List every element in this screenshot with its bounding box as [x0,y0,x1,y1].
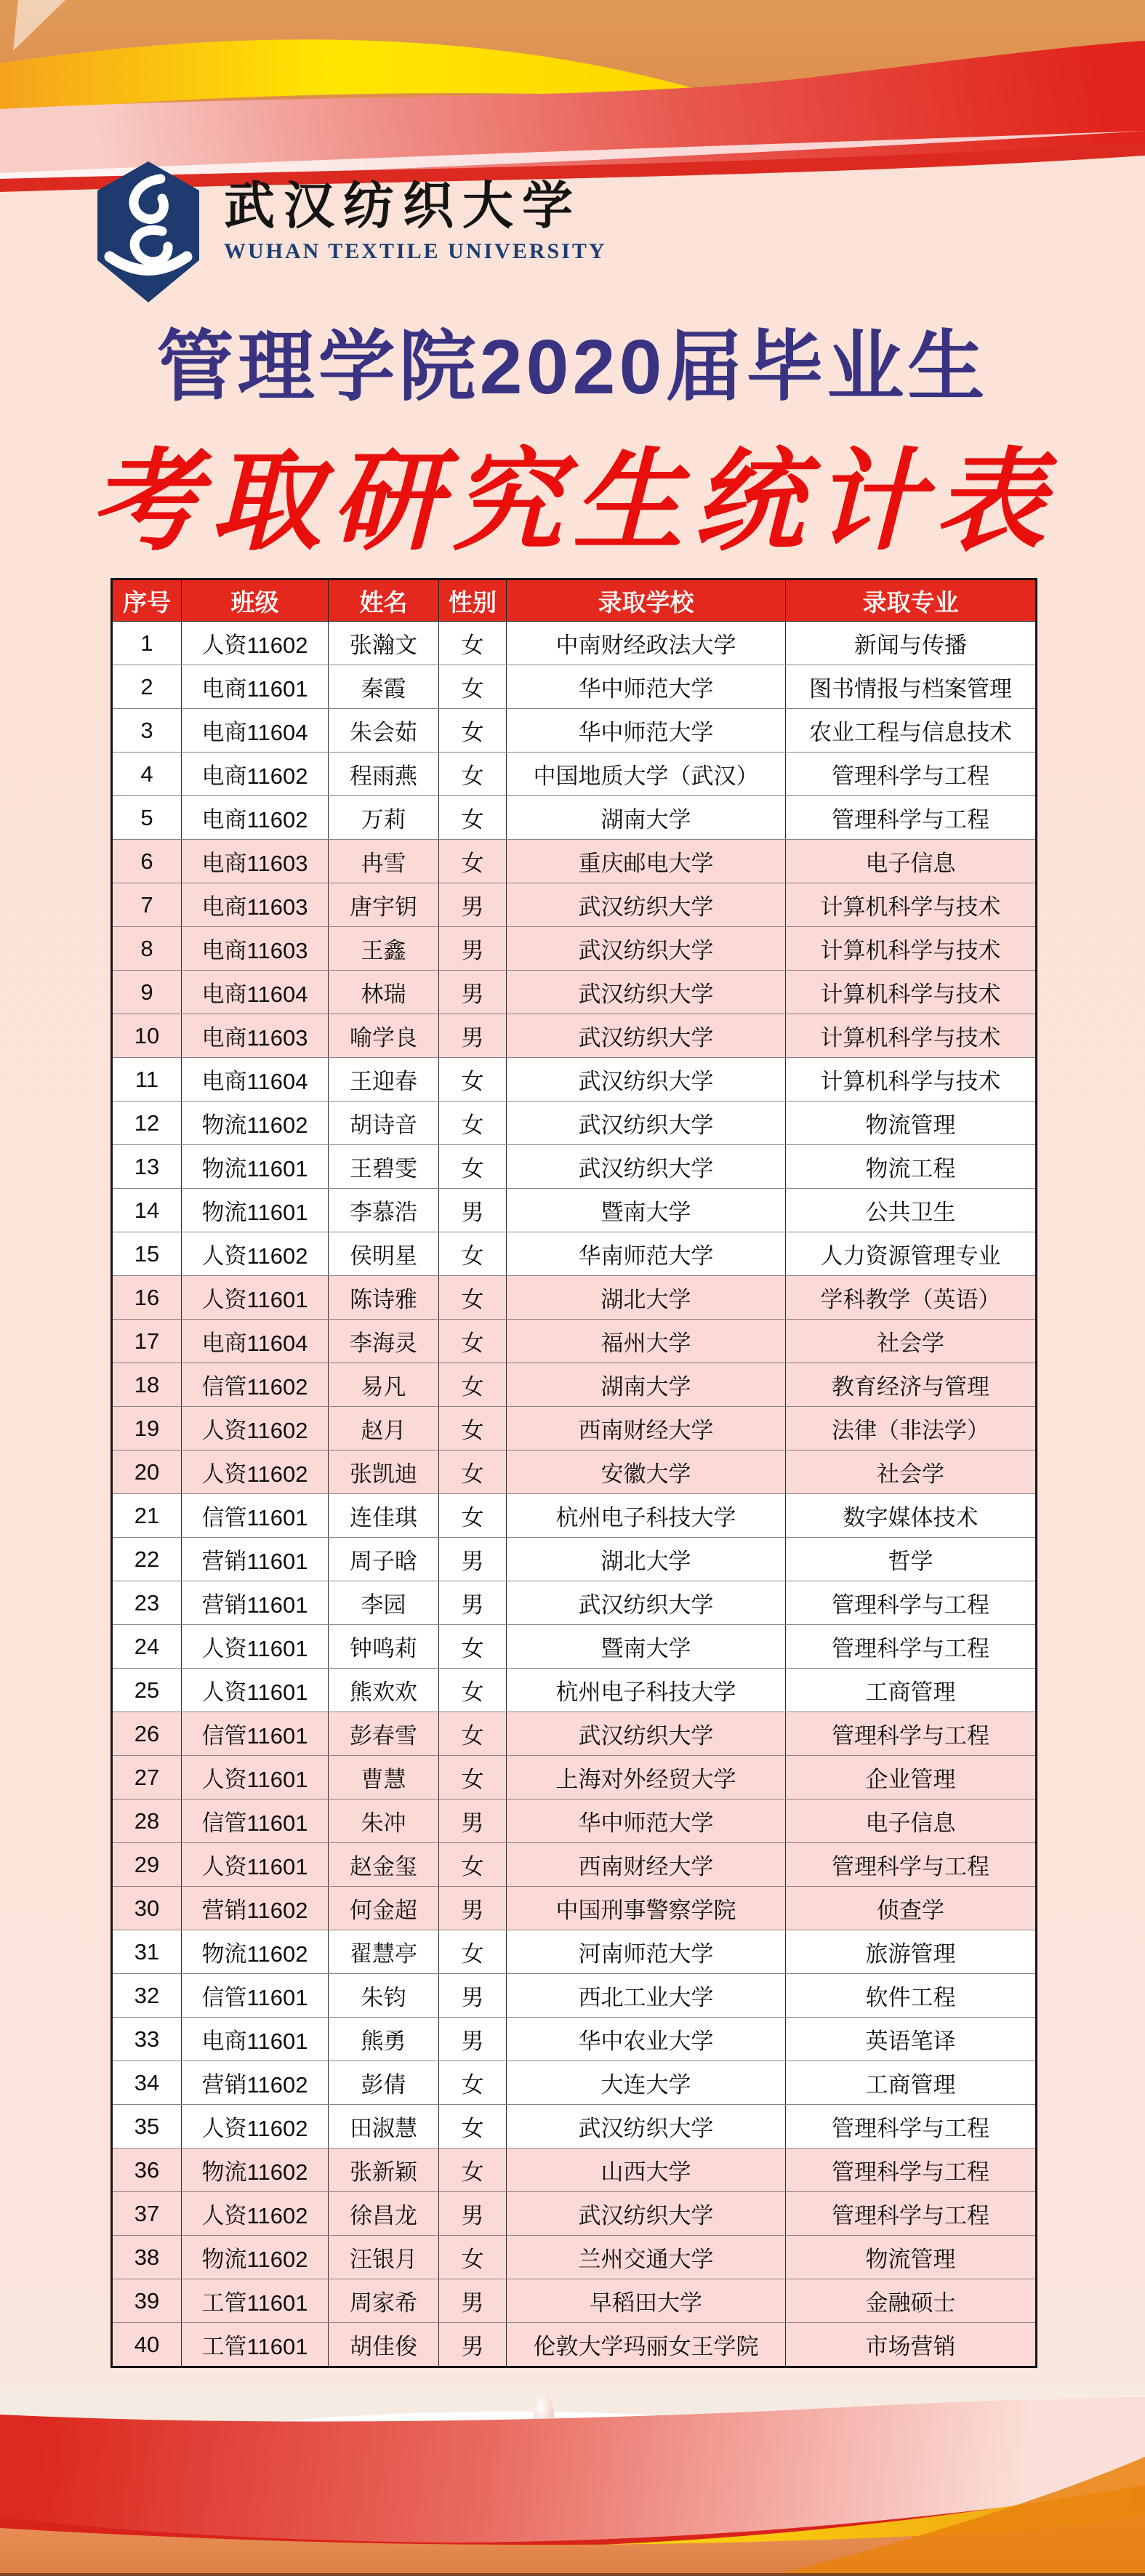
bottom-decoration [0,2386,1145,2576]
table-cell: 中国刑事警察学院 [507,1887,786,1930]
table-cell: 电商11604 [182,971,329,1014]
table-cell: 数字媒体技术 [786,1494,1037,1538]
table-cell: 男 [439,1538,507,1581]
table-cell: 25 [112,1669,182,1712]
table-cell: 1 [112,622,182,665]
table-cell: 女 [439,1625,507,1669]
table-row [112,1625,1037,1669]
table-cell: 女 [439,2105,507,2148]
table-cell: 男 [439,1014,507,1058]
table-cell: 福州大学 [507,1320,786,1363]
table-cell: 人资11602 [182,622,329,665]
table-cell: 35 [112,2105,182,2148]
table-cell: 安徽大学 [507,1450,786,1494]
table-cell: 计算机科学与技术 [786,1058,1037,1102]
table-cell: 14 [112,1189,182,1232]
column-header: 姓名 [329,579,439,622]
table-cell: 万莉 [329,796,439,840]
table-row [112,1058,1037,1102]
table-cell: 女 [439,753,507,796]
table-cell: 女 [439,2236,507,2279]
table-cell: 电商11604 [182,709,329,753]
table-cell: 图书情报与档案管理 [786,665,1037,709]
table-cell: 营销11601 [182,1581,329,1625]
table-cell: 翟慧亭 [329,1930,439,1974]
table-cell: 胡佳俊 [329,2323,439,2367]
table-cell: 物流管理 [786,1102,1037,1145]
table-cell: 21 [112,1494,182,1538]
table-cell: 冉雪 [329,840,439,883]
table-cell: 男 [439,2192,507,2236]
table-cell: 湖北大学 [507,1538,786,1581]
table-cell: 男 [439,1887,507,1930]
table-cell: 旅游管理 [786,1930,1037,1974]
table-cell: 男 [439,1581,507,1625]
table-cell: 湖北大学 [507,1276,786,1320]
table-cell: 秦霞 [329,665,439,709]
table-cell: 山西大学 [507,2148,786,2192]
table-row [112,2236,1037,2279]
table-cell: 2 [112,665,182,709]
table-cell: 胡诗音 [329,1102,439,1145]
table-cell: 营销11601 [182,1538,329,1581]
table-cell: 武汉纺织大学 [507,1058,786,1102]
table-cell: 武汉纺织大学 [507,1145,786,1189]
university-name-en: WUHAN TEXTILE UNIVERSITY [224,239,607,263]
table-cell: 河南师范大学 [507,1930,786,1974]
table-cell: 22 [112,1538,182,1581]
table-cell: 暨南大学 [507,1625,786,1669]
table-cell: 工管11601 [182,2323,329,2367]
table-cell: 武汉纺织大学 [507,883,786,927]
table-cell: 湖南大学 [507,796,786,840]
table-cell: 李园 [329,1581,439,1625]
table-cell: 电商11603 [182,1014,329,1058]
table-cell: 华中师范大学 [507,665,786,709]
table-cell: 管理科学与工程 [786,2148,1037,2192]
table-cell: 电商11602 [182,796,329,840]
table-cell: 陈诗雅 [329,1276,439,1320]
table-cell: 物流11602 [182,1930,329,1974]
table-cell: 女 [439,1756,507,1799]
table-row [112,1581,1037,1625]
table-cell: 早稻田大学 [507,2279,786,2323]
table-cell: 社会学 [786,1450,1037,1494]
table-cell: 武汉纺织大学 [507,927,786,971]
table-row [112,2105,1037,2148]
column-header: 班级 [182,579,329,622]
table-cell: 连佳琪 [329,1494,439,1538]
table-row [112,1974,1037,2018]
table-cell: 伦敦大学玛丽女王学院 [507,2323,786,2367]
table-row [112,2279,1037,2323]
table-cell: 彭倩 [329,2061,439,2105]
table-cell: 人资11601 [182,1276,329,1320]
table-cell: 男 [439,883,507,927]
table-cell: 彭春雪 [329,1712,439,1756]
column-header: 性别 [439,579,507,622]
column-header: 录取学校 [507,579,786,622]
table-row [112,1887,1037,1930]
table-cell: 信管11601 [182,1799,329,1843]
table-cell: 人资11602 [182,1232,329,1276]
table-cell: 西南财经大学 [507,1843,786,1887]
table-cell: 26 [112,1712,182,1756]
table-cell: 人资11602 [182,2192,329,2236]
table-cell: 人资11601 [182,1669,329,1712]
table-row [112,1232,1037,1276]
table-cell: 6 [112,840,182,883]
table-cell: 朱会茹 [329,709,439,753]
table-cell: 12 [112,1102,182,1145]
table-cell: 9 [112,971,182,1014]
table-cell: 物流11602 [182,2236,329,2279]
table-cell: 23 [112,1581,182,1625]
table-cell: 唐宇钥 [329,883,439,927]
table-cell: 英语笔译 [786,2018,1037,2061]
table-row [112,2061,1037,2105]
table-cell: 女 [439,665,507,709]
table-cell: 赵月 [329,1407,439,1450]
table-row [112,1930,1037,1974]
table-cell: 赵金玺 [329,1843,439,1887]
table-cell: 计算机科学与技术 [786,1014,1037,1058]
table-cell: 华中师范大学 [507,1799,786,1843]
table-cell: 喻学良 [329,1014,439,1058]
table-cell: 易凡 [329,1363,439,1407]
table-cell: 周家希 [329,2279,439,2323]
table-cell: 物流管理 [786,2236,1037,2279]
table-cell: 女 [439,1843,507,1887]
table-cell: 34 [112,2061,182,2105]
table-cell: 女 [439,1363,507,1407]
table-cell: 38 [112,2236,182,2279]
table-cell: 武汉纺织大学 [507,1102,786,1145]
table-cell: 管理科学与工程 [786,2192,1037,2236]
table-cell: 电商11603 [182,840,329,883]
table-row [112,709,1037,753]
table-row [112,665,1037,709]
table-cell: 信管11601 [182,1974,329,2018]
table-row [112,1276,1037,1320]
table-cell: 管理科学与工程 [786,2105,1037,2148]
table-cell: 女 [439,2061,507,2105]
table-cell: 17 [112,1320,182,1363]
table-row [112,1102,1037,1145]
table-row [112,1363,1037,1407]
table-cell: 周子晗 [329,1538,439,1581]
table-cell: 金融硕士 [786,2279,1037,2323]
table-cell: 女 [439,709,507,753]
table-row [112,883,1037,927]
table-cell: 电商11604 [182,1058,329,1102]
table-cell: 电商11602 [182,753,329,796]
table-cell: 31 [112,1930,182,1974]
table-cell: 何金超 [329,1887,439,1930]
university-emblem-icon [93,160,204,304]
table-cell: 18 [112,1363,182,1407]
table-cell: 汪银月 [329,2236,439,2279]
table-cell: 王碧雯 [329,1145,439,1189]
table-cell: 张新颖 [329,2148,439,2192]
table-cell: 华中师范大学 [507,709,786,753]
table-cell: 24 [112,1625,182,1669]
table-cell: 西北工业大学 [507,1974,786,2018]
table-cell: 20 [112,1450,182,1494]
table-cell: 社会学 [786,1320,1037,1363]
table-cell: 朱钧 [329,1974,439,2018]
table-cell: 暨南大学 [507,1189,786,1232]
table-cell: 工商管理 [786,2061,1037,2105]
table-cell: 公共卫生 [786,1189,1037,1232]
table-cell: 侯明星 [329,1232,439,1276]
table-cell: 武汉纺织大学 [507,2105,786,2148]
table-cell: 37 [112,2192,182,2236]
table-cell: 计算机科学与技术 [786,883,1037,927]
table-row [112,622,1037,665]
table-cell: 工商管理 [786,1669,1037,1712]
table-cell: 软件工程 [786,1974,1037,2018]
table-cell: 武汉纺织大学 [507,971,786,1014]
table-cell: 女 [439,1058,507,1102]
table-cell: 林瑞 [329,971,439,1014]
table-cell: 杭州电子科技大学 [507,1494,786,1538]
table-cell: 武汉纺织大学 [507,1581,786,1625]
table-cell: 女 [439,1930,507,1974]
table-cell: 电子信息 [786,840,1037,883]
table-cell: 男 [439,1799,507,1843]
table-cell: 男 [439,1974,507,2018]
table-cell: 武汉纺织大学 [507,1712,786,1756]
table-cell: 人资11601 [182,1756,329,1799]
table-cell: 教育经济与管理 [786,1363,1037,1407]
table-row [112,2018,1037,2061]
table-cell: 熊勇 [329,2018,439,2061]
table-cell: 19 [112,1407,182,1450]
table-cell: 男 [439,927,507,971]
table-row [112,1799,1037,1843]
table-cell: 朱冲 [329,1799,439,1843]
table-cell: 徐昌龙 [329,2192,439,2236]
table-row [112,1014,1037,1058]
table-cell: 营销11602 [182,2061,329,2105]
table-cell: 管理科学与工程 [786,1581,1037,1625]
table-cell: 管理科学与工程 [786,1625,1037,1669]
poster-title-line2: 考取研究生统计表 [89,441,1056,563]
table-cell: 女 [439,1494,507,1538]
table-cell: 程雨燕 [329,753,439,796]
table-cell: 16 [112,1276,182,1320]
table-cell: 女 [439,1145,507,1189]
table-cell: 计算机科学与技术 [786,927,1037,971]
table-cell: 3 [112,709,182,753]
table-cell: 电商11603 [182,883,329,927]
table-body [112,622,1037,2367]
table-cell: 农业工程与信息技术 [786,709,1037,753]
table-row [112,1712,1037,1756]
table-cell: 女 [439,1669,507,1712]
table-cell: 管理科学与工程 [786,753,1037,796]
university-brand [93,160,607,304]
table-cell: 湖南大学 [507,1363,786,1407]
table-cell: 电商11601 [182,2018,329,2061]
table-cell: 大连大学 [507,2061,786,2105]
table-cell: 哲学 [786,1538,1037,1581]
table-cell: 信管11602 [182,1363,329,1407]
table-header-row [112,579,1037,622]
table-cell: 钟鸣莉 [329,1625,439,1669]
table-row [112,1843,1037,1887]
table-cell: 企业管理 [786,1756,1037,1799]
table-cell: 李海灵 [329,1320,439,1363]
table-cell: 武汉纺织大学 [507,1014,786,1058]
table-cell: 电商11603 [182,927,329,971]
table-cell: 15 [112,1232,182,1276]
table-cell: 男 [439,971,507,1014]
table-cell: 女 [439,1712,507,1756]
table-cell: 男 [439,2323,507,2367]
table-cell: 工管11601 [182,2279,329,2323]
table-cell: 物流11601 [182,1189,329,1232]
table-cell: 39 [112,2279,182,2323]
table-cell: 管理科学与工程 [786,1712,1037,1756]
table-cell: 7 [112,883,182,927]
table-cell: 4 [112,753,182,796]
table-cell: 熊欢欢 [329,1669,439,1712]
table-cell: 王鑫 [329,927,439,971]
table-cell: 13 [112,1145,182,1189]
table-cell: 兰州交通大学 [507,2236,786,2279]
table-row [112,2148,1037,2192]
table-cell: 女 [439,1102,507,1145]
table-cell: 中国地质大学（武汉） [507,753,786,796]
university-name-block [224,160,607,264]
table-cell: 市场营销 [786,2323,1037,2367]
table-cell: 人资11602 [182,1407,329,1450]
graduates-table [111,578,1037,2368]
table-row [112,1407,1037,1450]
table-cell: 人资11601 [182,1625,329,1669]
table-cell: 男 [439,2018,507,2061]
table-cell: 男 [439,2279,507,2323]
table-cell: 侦查学 [786,1887,1037,1930]
table-row [112,1669,1037,1712]
table-cell: 人资11602 [182,1450,329,1494]
table-cell: 王迎春 [329,1058,439,1102]
table-cell: 男 [439,1189,507,1232]
table-cell: 人力资源管理专业 [786,1232,1037,1276]
table-cell: 8 [112,927,182,971]
table-cell: 29 [112,1843,182,1887]
table-cell: 信管11601 [182,1712,329,1756]
column-header: 序号 [112,579,182,622]
table-row [112,796,1037,840]
table-cell: 28 [112,1799,182,1843]
table-cell: 女 [439,1276,507,1320]
table-cell: 女 [439,1407,507,1450]
table-cell: 张凯迪 [329,1450,439,1494]
table-row [112,2192,1037,2236]
table-cell: 40 [112,2323,182,2367]
table-cell: 新闻与传播 [786,622,1037,665]
table-cell: 物流11601 [182,1145,329,1189]
table-cell: 上海对外经贸大学 [507,1756,786,1799]
table-cell: 女 [439,796,507,840]
table-cell: 计算机科学与技术 [786,971,1037,1014]
table-row [112,753,1037,796]
table-cell: 电子信息 [786,1799,1037,1843]
table-row [112,1450,1037,1494]
table-cell: 30 [112,1887,182,1930]
table-cell: 5 [112,796,182,840]
table-cell: 华南师范大学 [507,1232,786,1276]
table-cell: 管理科学与工程 [786,796,1037,840]
table-row [112,840,1037,883]
table-row [112,1189,1037,1232]
table-row [112,971,1037,1014]
table-cell: 管理科学与工程 [786,1843,1037,1887]
table-cell: 11 [112,1058,182,1102]
table-cell: 女 [439,2148,507,2192]
table-cell: 10 [112,1014,182,1058]
table-cell: 杭州电子科技大学 [507,1669,786,1712]
table-cell: 女 [439,622,507,665]
poster-title-line1: 管理学院2020届毕业生 [156,324,989,410]
table-cell: 女 [439,1450,507,1494]
table-cell: 华中农业大学 [507,2018,786,2061]
table-cell: 物流工程 [786,1145,1037,1189]
table-cell: 武汉纺织大学 [507,2192,786,2236]
table-cell: 张瀚文 [329,622,439,665]
table-row [112,1320,1037,1363]
table-row [112,1756,1037,1799]
table-cell: 物流11602 [182,2148,329,2192]
table-cell: 中南财经政法大学 [507,622,786,665]
table-cell: 电商11604 [182,1320,329,1363]
table-cell: 33 [112,2018,182,2061]
table-cell: 27 [112,1756,182,1799]
table-cell: 营销11602 [182,1887,329,1930]
table-cell: 重庆邮电大学 [507,840,786,883]
table-cell: 电商11601 [182,665,329,709]
table-cell: 西南财经大学 [507,1407,786,1450]
table-cell: 信管11601 [182,1494,329,1538]
table-cell: 32 [112,1974,182,2018]
table-row [112,1494,1037,1538]
column-header: 录取专业 [786,579,1037,622]
table-cell: 女 [439,840,507,883]
table-cell: 田淑慧 [329,2105,439,2148]
table-cell: 女 [439,1320,507,1363]
table-cell: 人资11601 [182,1843,329,1887]
table-row [112,927,1037,971]
table-cell: 女 [439,1232,507,1276]
table-cell: 法律（非法学） [786,1407,1037,1450]
table-cell: 曹慧 [329,1756,439,1799]
table-row [112,1538,1037,1581]
table-cell: 李慕浩 [329,1189,439,1232]
table-cell: 物流11602 [182,1102,329,1145]
table-cell: 人资11602 [182,2105,329,2148]
table-cell: 36 [112,2148,182,2192]
table-cell: 学科教学（英语） [786,1276,1037,1320]
table-row [112,1145,1037,1189]
table-row [112,2323,1037,2367]
university-name-cn: 武汉纺织大学 [224,179,582,235]
